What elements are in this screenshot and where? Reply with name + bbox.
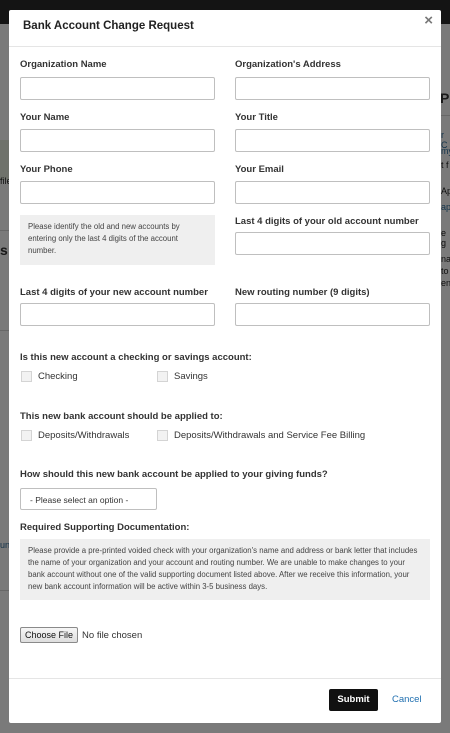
cancel-link[interactable]: Cancel <box>392 694 422 705</box>
your-phone-label: Your Phone <box>20 164 73 175</box>
choose-file-button[interactable]: Choose File <box>20 627 78 643</box>
your-phone-input[interactable] <box>20 181 215 204</box>
savings-checkbox[interactable] <box>157 371 168 382</box>
your-title-label: Your Title <box>235 112 278 123</box>
account-type-question: Is this new account a checking or savings account: <box>20 352 252 363</box>
organization-name-input[interactable] <box>20 77 215 100</box>
giving-funds-question: How should this new bank account be applied to your giving funds? <box>20 469 328 480</box>
your-email-input[interactable] <box>235 181 430 204</box>
your-name-label: Your Name <box>20 112 70 123</box>
applied-to-question: This new bank account should be applied to: <box>20 411 223 422</box>
deposits-withdrawals-option[interactable] <box>21 430 129 441</box>
old-account-input[interactable] <box>235 232 430 255</box>
checking-label: Checking <box>38 371 78 382</box>
new-account-label: Last 4 digits of your new account number <box>20 287 208 298</box>
routing-number-input[interactable] <box>235 303 430 326</box>
deposits-withdrawals-fee-checkbox[interactable] <box>157 430 168 441</box>
modal-footer <box>9 678 441 723</box>
your-name-input[interactable] <box>20 129 215 152</box>
your-title-input[interactable] <box>235 129 430 152</box>
modal-title: Bank Account Change Request <box>23 20 194 32</box>
submit-button[interactable]: Submit <box>329 689 378 711</box>
deposits-withdrawals-fee-label: Deposits/Withdrawals and Service Fee Billing <box>174 430 366 441</box>
documentation-heading: Required Supporting Documentation: <box>20 522 190 533</box>
organization-address-label: Organization's Address <box>235 59 341 70</box>
organization-name-label: Organization Name <box>20 59 107 70</box>
checking-checkbox[interactable] <box>21 371 32 382</box>
file-status: No file chosen <box>82 629 143 641</box>
new-account-input[interactable] <box>20 303 215 326</box>
giving-funds-select[interactable]: - Please select an option - <box>20 488 157 510</box>
organization-address-input[interactable] <box>235 77 430 100</box>
checking-option[interactable] <box>21 371 78 382</box>
old-account-label: Last 4 digits of your old account number <box>235 216 419 227</box>
file-upload[interactable] <box>20 627 142 643</box>
account-identify-info: Please identify the old and new accounts by entering only the last 4 digits of the account number. <box>20 215 215 265</box>
deposits-withdrawals-fee-option[interactable] <box>157 430 365 441</box>
close-icon[interactable]: × <box>424 12 433 29</box>
bank-account-change-modal <box>9 10 441 723</box>
deposits-withdrawals-checkbox[interactable] <box>21 430 32 441</box>
savings-option[interactable] <box>157 371 208 382</box>
deposits-withdrawals-label: Deposits/Withdrawals <box>38 430 130 441</box>
modal-header <box>9 10 441 47</box>
documentation-info: Please provide a pre-printed voided check with your organization's name and address or bank letter that includes the name of your organization and your account and routing number. We are unable to make changes to your bank account without one of the valid supporting document listed above. After we receive this information, your new bank account information will be active within 3-5 business days. <box>20 539 430 600</box>
your-email-label: Your Email <box>235 164 284 175</box>
routing-number-label: New routing number (9 digits) <box>235 287 370 298</box>
savings-label: Savings <box>174 371 208 382</box>
